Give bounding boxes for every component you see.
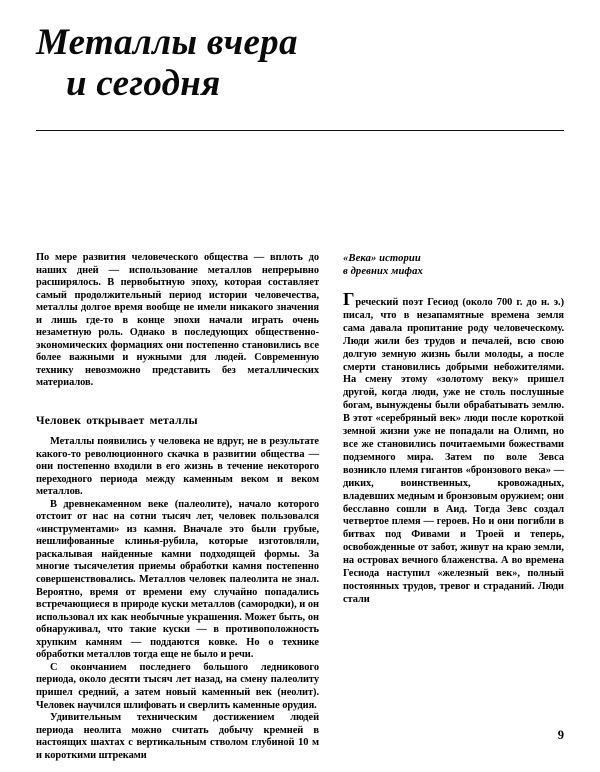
sidebar-heading-line-2: в древних мифах (343, 266, 423, 277)
body-columns (36, 252, 564, 761)
intro-paragraph: По мере развития человеческого общества — вплоть до наших дней — использование металлов непрерывно расширялось. В первобытную эпоху, которая составляет самый продолжительный период истории человечества, металлы долгое время вообще не имели никакого значения и лишь где-то в конце эпохи начали играть очень незаметную роль. Однако в последующих общественно-экономических формациях они постепенно становились все более важными и нужными для людей. Современную технику невозможно представить без металлических материалов. (36, 252, 319, 389)
body-paragraph: В древнекаменном веке (палеолите), начало которого отстоит от нас на сотни тысяч лет, человек пользовался «инструментами» из камня. Вначале это были грубые, нешлифованные клинья-рубила, которые изготовляли, раскалывая найденные камни подходящей формы. За многие тысячелетия приемы обработки камня постепенно совершенствовались. Металлов человек палеолита не знал. Вероятно, время от времени ему случайно попадались встречающиеся в природе куски металлов (самородки), и он использовал их как необычные украшения. Может быть, он обнаруживал, что такие куски — в противоположность хрупким камням — поддаются ковке. Но о технике обработки металлов тогда еще не было и речи. (36, 498, 319, 661)
sidebar-heading-line-1: «Века» истории (343, 253, 421, 264)
column-right (343, 252, 564, 607)
section-heading: Человек открывает металлы (36, 414, 198, 428)
title-divider (36, 130, 564, 131)
title-line-1: Металлы вчера (36, 22, 298, 63)
column-left (36, 252, 319, 762)
sidebar-heading (343, 252, 564, 278)
title-heading (36, 22, 564, 105)
title-line-2: и сегодня (66, 63, 221, 105)
body-paragraph: С окончанием последнего большого ледникового периода, около десяти тысяч лет назад, на смену палеолиту пришел средний, а затем новый каменный век (неолит). Человек научился шлифовать и сверлить каменные орудия. (36, 661, 319, 711)
body-paragraph: Металлы появились у человека не вдруг, не в результате какого-то революционного скачка в развитии общества — они постепенно входили в его жизнь в течение некоторого переходного периода между каменным веком и веком металлов. (36, 436, 319, 498)
sidebar-paragraph: Греческий поэт Гесиод (около 700 г. до н. э.) писал, что в незапамятные времена земля сама давала пропитание роду человеческому. Люди жили без трудов и печалей, всю свою долгую земную жизнь были молоды, а после смерти становились добрыми небожителями. На смену этому «золотому веку» пришел другой, когда люди, уже не столь послушные богам, вынуждены были обрабатывать землю. В этот «серебряный век» люди после короткой земной жизни уже не попадали на Олимп, но все же становились почитаемыми божествами подземного мира. Затем по воле Зевса возникло племя гигантов «бронзового века» — диких, воинственных, кровожадных, владевших медным и бронзовым оружием; они бесславно сошли в Аид. Тогда Зевс создал четвертое племя — героев. Но и они погибли в битвах под Фивами и Троей и теперь, освобожденные от забот, живут на краю земли, на островах вечного блаженства. А во времена Гесиода наступил «железный век», полный постоянных трудов, тревог и страданий. Люди стали (343, 289, 564, 605)
body-paragraph: Удивительным техническим достижением людей периода неолита можно считать добычу кремней в настоящих шахтах с вертикальным стволом глубиной 10 м и короткими штреками (36, 712, 319, 761)
page-number: 9 (557, 728, 564, 742)
page-title (36, 22, 564, 105)
